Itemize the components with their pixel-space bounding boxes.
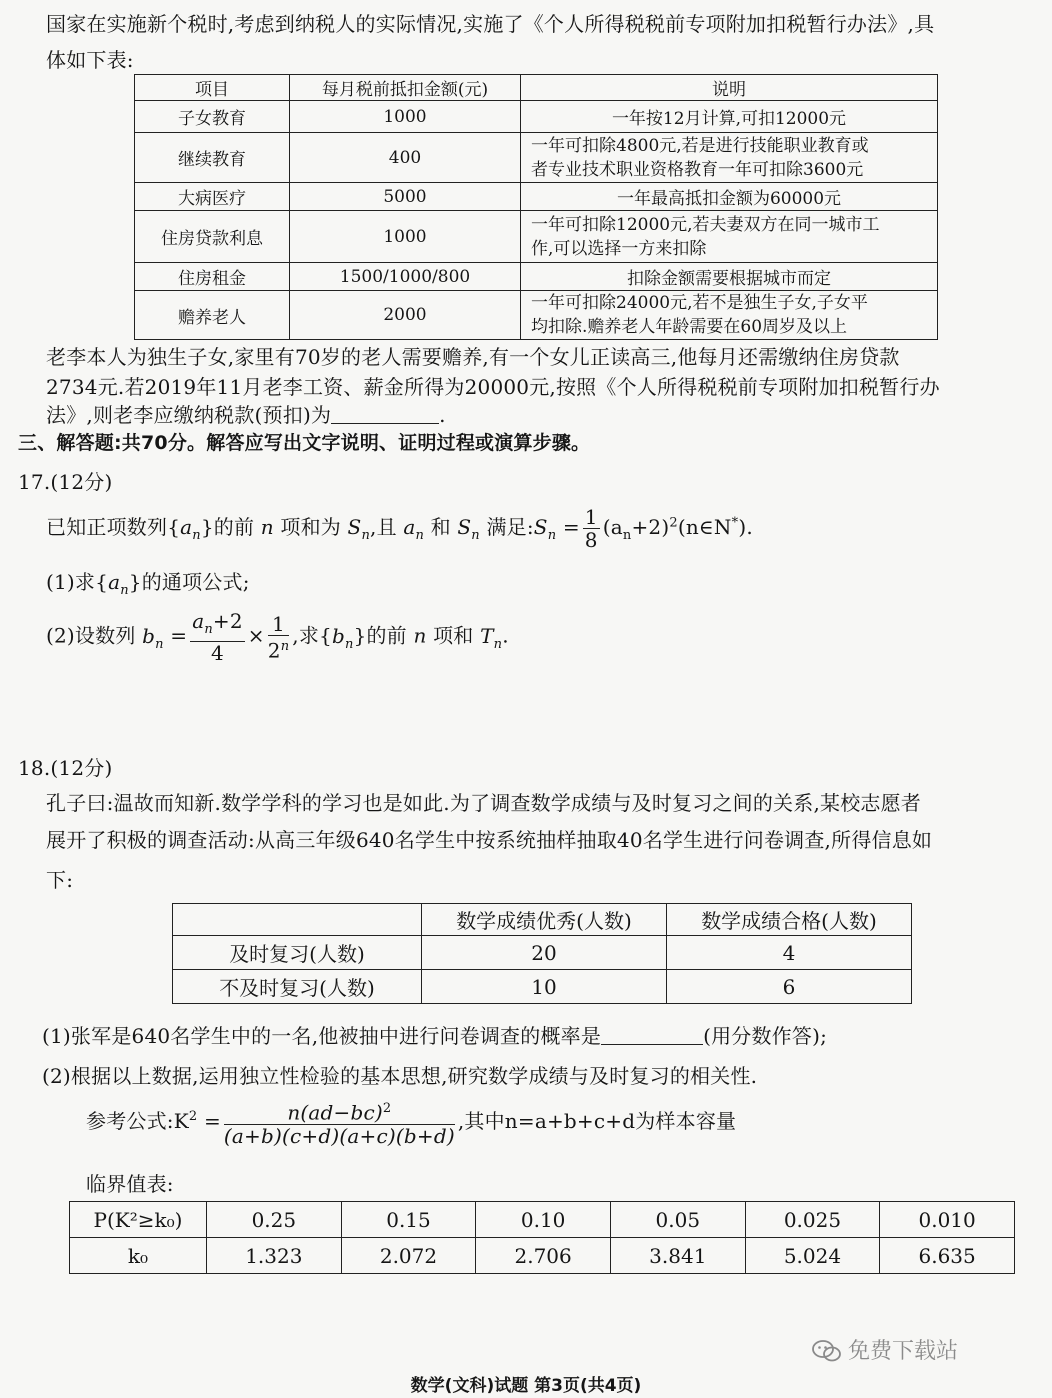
amount-cell: 400 (290, 133, 521, 183)
amount-cell: 1500/1000/800 (290, 263, 521, 291)
text: (n∈N (677, 515, 732, 539)
table-row (70, 1238, 1015, 1274)
q17-stem: 已知正项数列$\{a_n\}$的前 n 项和为 $S_n$,且 $a_n$ 和 $S_n$ 满足$:S_n$ = $\frac{1}{8}$ $(a_n+2)^2(n\in N^*)$. (46, 505, 753, 552)
q16-line-3-text: 法》,则老李应缴纳税款(预扣)为 (46, 403, 332, 427)
desc-line: 一年可扣除4800元,若是进行技能职业教育或 (531, 135, 869, 156)
text: ,且 (370, 515, 397, 539)
amount-cell: 1000 (290, 101, 521, 133)
cell: 4 (667, 936, 912, 970)
intro-line-1: 国家在实施新个税时,考虑到纳税人的实际情况,实施了《个人所得税税前专项附加扣税暂行办法》,具 (46, 12, 935, 36)
desc-line: 均扣除.赡养老人年龄需要在60周岁及以上 (531, 317, 848, 337)
table-row (173, 936, 912, 970)
text: }的通项公式; (128, 570, 250, 594)
item-cell: 子女教育 (135, 101, 290, 133)
table-row (70, 1202, 1015, 1238)
text: ,其中n=a+b+c+d为样本容量 (457, 1108, 737, 1133)
cell: 6.635 (880, 1238, 1015, 1274)
cell: 20 (422, 936, 667, 970)
reference-formula: 参考公式$:K^2$ = $\frac{n(ad-bc)^2}{(a+b)(c+d)(a+c)(b+d)}$ ,其中n=a+b+c+d为样本容量 (86, 1098, 736, 1147)
q16-period: . (439, 403, 446, 427)
q17-part1: (1)求$\{a_n\}$的通项公式; (46, 570, 250, 598)
q16-line-3 (46, 399, 446, 428)
critical-value-label: 临界值表: (86, 1172, 174, 1196)
text: = (203, 1108, 221, 1133)
cell: 2.706 (476, 1238, 611, 1274)
row-label: 不及时复习(人数) (173, 970, 422, 1004)
desc-cell (521, 211, 938, 263)
cell: 0.010 (880, 1202, 1015, 1238)
item-cell: 住房贷款利息 (135, 211, 290, 263)
watermark (812, 1334, 958, 1365)
q18-part2: (2)根据以上数据,运用独立性检验的基本思想,研究数学成绩与及时复习的相关性. (42, 1064, 758, 1088)
review-survey-table (172, 903, 912, 1004)
text: 项和 (433, 623, 474, 648)
header-amount: 每月税前抵扣金额(元) (290, 75, 521, 101)
cell: 2.072 (341, 1238, 476, 1274)
row-label: k₀ (70, 1238, 207, 1274)
frac-den (224, 1125, 455, 1147)
item-cell: 赡养老人 (135, 291, 290, 340)
q18-part1 (42, 1020, 827, 1049)
cell: 0.15 (341, 1202, 476, 1238)
cell: 1.323 (207, 1238, 342, 1274)
header-empty (173, 904, 422, 936)
frac-num: $n(ad-bc)^2$ (224, 1098, 455, 1125)
table-row (135, 101, 938, 133)
text: 项和为 (280, 515, 341, 539)
wechat-icon (812, 1340, 842, 1362)
amount-cell: 1000 (290, 211, 521, 263)
text: (2)设数列 (46, 623, 136, 648)
desc-cell (521, 291, 938, 340)
text: × (247, 623, 265, 648)
fraction (268, 613, 290, 662)
text: 已知正项数列{ (46, 515, 181, 539)
text: }的前 (353, 623, 407, 648)
frac-num: 1 (268, 613, 290, 636)
desc-cell: 一年按12月计算,可扣12000元 (521, 101, 938, 133)
frac-den: 2$^n$ (267, 638, 290, 663)
item-cell: 大病医疗 (135, 183, 290, 211)
q16-line-1: 老李本人为独生子女,家里有70岁的老人需要赡养,有一个女儿正读高三,他每月还需缴纳住房贷款 (46, 345, 900, 369)
cell: 0.25 (207, 1202, 342, 1238)
intro-line-2: 体如下表: (46, 48, 134, 72)
frac-den: 4 (211, 641, 224, 665)
table-row (135, 263, 938, 291)
table-row (135, 291, 938, 340)
table-row (135, 211, 938, 263)
desc-line: 一年可扣除12000元,若夫妻双方在同一城市工 (531, 214, 880, 235)
cell: 10 (422, 970, 667, 1004)
q16-line-2: 2734元.若2019年11月老李工资、薪金所得为20000元,按照《个人所得税税前专项附加扣税暂行办 (46, 375, 940, 399)
header-excellent: 数学成绩优秀(人数) (422, 904, 667, 936)
text: +2) (631, 515, 670, 539)
item-cell: 住房租金 (135, 263, 290, 291)
frac-num: 1 (584, 505, 598, 529)
cell: 0.05 (610, 1202, 745, 1238)
cell: 0.10 (476, 1202, 611, 1238)
cell: 0.025 (745, 1202, 880, 1238)
answer-blank[interactable] (331, 405, 439, 424)
cell: 5.024 (745, 1238, 880, 1274)
table-row (135, 133, 938, 183)
q18-line-1: 孔子曰:温故而知新.数学学科的学习也是如此.为了调查数学成绩与及时复习之间的关系,某校志愿者 (46, 791, 922, 815)
text: . (502, 623, 509, 648)
frac-den: 8 (584, 528, 598, 552)
q18-line-2: 展开了积极的调查活动:从高三年级640名学生中按系统抽样抽取40名学生进行问卷调查,所得信息如 (46, 828, 933, 852)
item-cell: 继续教育 (135, 133, 290, 183)
row-label: P(K²≥k₀) (70, 1202, 207, 1238)
row-label: 及时复习(人数) (173, 936, 422, 970)
text: (用分数作答); (703, 1024, 828, 1048)
watermark-text: 免费下载站 (848, 1339, 959, 1364)
fraction (190, 610, 245, 664)
desc-line: 作,可以选择一方来扣除 (531, 238, 707, 259)
header-desc: 说明 (521, 75, 938, 101)
amount-cell: 2000 (290, 291, 521, 340)
fraction (583, 506, 600, 551)
q18-line-3: 下: (46, 868, 74, 892)
text: (1)张军是640名学生中的一名,他被抽中进行问卷调查的概率是 (42, 1024, 602, 1048)
cell: 3.841 (610, 1238, 745, 1274)
critical-value-table (69, 1201, 1015, 1274)
desc-line: 一年可扣除24000元,若不是独生子女,子女平 (531, 293, 868, 313)
text: 参考公式:K (86, 1108, 189, 1133)
text: }的前 (200, 515, 255, 539)
text: (1)求{ (46, 570, 109, 594)
header-pass: 数学成绩合格(人数) (667, 904, 912, 936)
fraction (224, 1098, 455, 1147)
amount-cell: 5000 (290, 183, 521, 211)
text: 和 (430, 515, 451, 539)
section-heading: 三、解答题:共70分。解答应写出文字说明、证明过程或演算步骤。 (18, 432, 591, 454)
desc-cell: 一年最高抵扣金额为60000元 (521, 183, 938, 211)
header-item: 项目 (135, 75, 290, 101)
text: ,求{ (292, 623, 332, 648)
text: (a (602, 515, 623, 539)
desc-cell (521, 133, 938, 183)
table-header-row (135, 75, 938, 101)
table-row (173, 970, 912, 1004)
desc-cell: 扣除金额需要根据城市而定 (521, 263, 938, 291)
q18-number: 18.(12分) (18, 756, 113, 780)
text: n(ad−bc) (287, 1100, 383, 1125)
cell: 6 (667, 970, 912, 1004)
tax-deduction-table (134, 74, 938, 340)
desc-line: 者专业技术职业资格教育一年可扣除3600元 (531, 159, 864, 180)
table-row (135, 183, 938, 211)
text: 2 (267, 638, 281, 663)
page-footer: 数学(文科)试题 第3页(共4页) (410, 1376, 642, 1396)
text: (a+b)(c+d)(a+c)(b+d) (223, 1123, 455, 1148)
text: +2 (212, 609, 243, 633)
table-header-row (173, 904, 912, 936)
q17-part2: (2)设数列 $b_n$ = $\frac{a_n+2}{4}$ × $\frac{1}{2^n}$ ,求$\{b_n\}$的前 n 项和 $T_n$. (46, 609, 509, 665)
text: 满足: (486, 515, 534, 539)
answer-blank[interactable] (601, 1026, 703, 1045)
q17-number: 17.(12分) (18, 470, 113, 494)
text: ). (738, 515, 753, 539)
frac-num: $a_n+2$ (190, 610, 245, 642)
